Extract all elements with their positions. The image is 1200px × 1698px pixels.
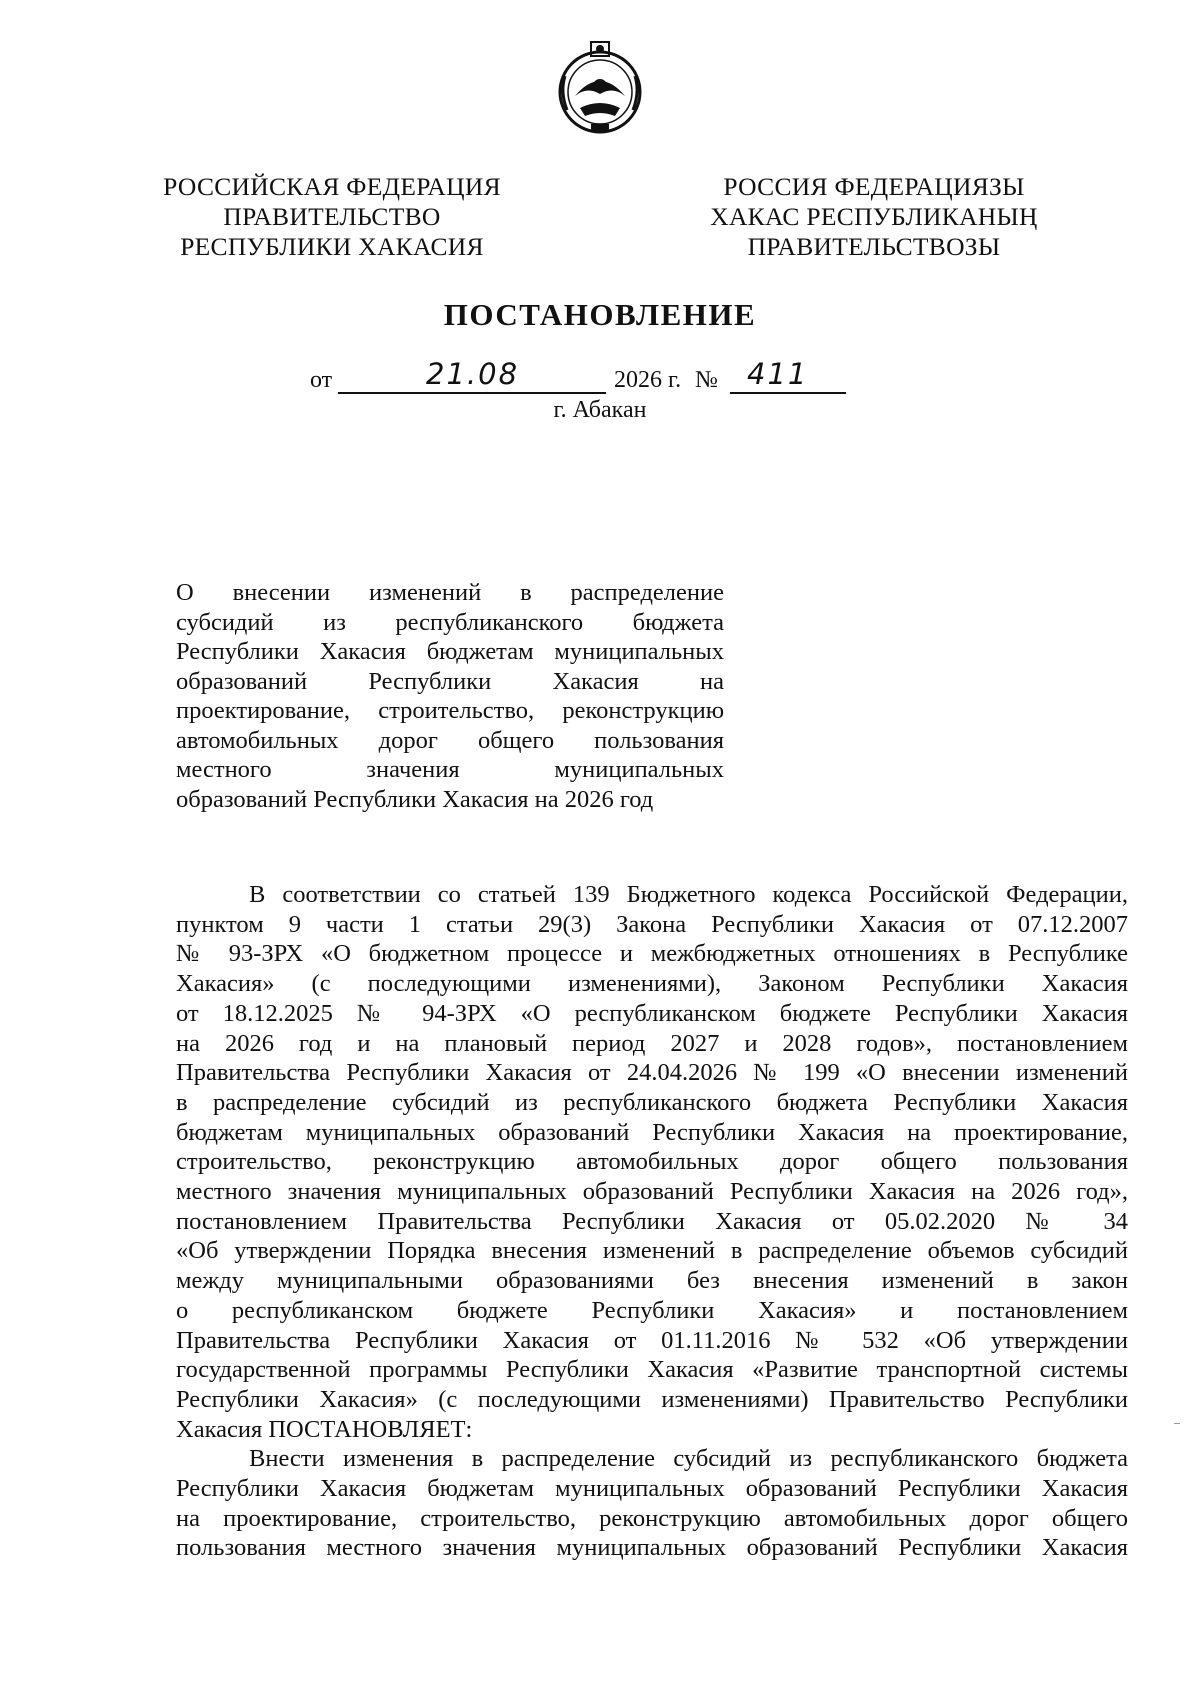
body-line: Правительства Республики Хакасия от 01.11.2016 № 532 «Об утверждении bbox=[176, 1326, 1128, 1354]
header-left-line-3: РЕСПУБЛИКИ ХАКАСИЯ bbox=[180, 232, 484, 261]
subject-line: субсидий из республиканского бюджета bbox=[176, 608, 724, 636]
body-line: о республиканском бюджете Республики Хакасия» и постановлением bbox=[176, 1296, 1128, 1324]
body-line: постановлением Правительства Республики Хакасия от 05.02.2020 № 34 bbox=[176, 1207, 1128, 1235]
body-line: Республики Хакасия» (с последующими изменениями) Правительство Республики bbox=[176, 1385, 1128, 1413]
city: г. Абакан bbox=[553, 397, 647, 423]
body-line: государственной программы Республики Хакасия «Развитие транспортной системы bbox=[176, 1356, 1128, 1384]
body-line: Республики Хакасия бюджетам муниципальных образований Республики Хакасия bbox=[176, 1475, 1128, 1503]
body-line: № 93-ЗРХ «О бюджетном процессе и межбюджетных отношениях в Республике bbox=[176, 940, 1128, 968]
from-label: от bbox=[310, 367, 333, 393]
subject-line: О внесении изменений в распределение bbox=[176, 579, 724, 606]
body-line: строительство, реконструкцию автомобильных дорог общего пользования bbox=[176, 1148, 1128, 1176]
body-line: пунктом 9 части 1 статьи 29(3) Закона Республики Хакасия от 07.12.2007 bbox=[176, 910, 1128, 938]
subject-block bbox=[176, 578, 724, 814]
header-right-line-3: ПРАВИТЕЛЬСТВОЗЫ bbox=[747, 232, 1001, 261]
header-khakas bbox=[693, 172, 1055, 262]
date-underline bbox=[338, 392, 606, 394]
date-value: 21.08 bbox=[426, 357, 520, 391]
number-underline bbox=[730, 392, 846, 394]
body-line: Хакасия» (с последующими изменениями), Законом Республики Хакасия bbox=[176, 970, 1128, 998]
subject-line: местного значения муниципальных bbox=[176, 756, 724, 783]
subject-line: образований Республики Хакасия на 2026 год bbox=[176, 785, 654, 813]
number-label: № bbox=[695, 367, 718, 393]
subject-line: автомобильных дорог общего пользования bbox=[176, 726, 724, 754]
body-line: от 18.12.2025 № 94-ЗРХ «О республиканском бюджете Республики Хакасия bbox=[176, 999, 1128, 1027]
body-line: бюджетам муниципальных образований Республики Хакасия на проектирование, bbox=[176, 1118, 1128, 1146]
subject-line: проектирование, строительство, реконструкцию bbox=[176, 697, 724, 724]
body-text bbox=[176, 880, 1128, 1563]
body-line: на 2026 год и на плановый период 2027 и 2028 годов», постановлением bbox=[176, 1029, 1128, 1057]
header-left-line-1: РОССИЙСКАЯ ФЕДЕРАЦИЯ bbox=[163, 172, 501, 201]
body-line: В соответствии со статьей 139 Бюджетного кодекса Российской Федерации, bbox=[249, 881, 1128, 908]
body-line: на проектирование, строительство, реконструкцию автомобильных дорог общего bbox=[176, 1504, 1128, 1532]
year-label: 2026 г. bbox=[614, 367, 682, 393]
body-line: Внести изменения в распределение субсидий из республиканского бюджета bbox=[249, 1445, 1128, 1473]
header-russian bbox=[160, 172, 504, 262]
scan-mark bbox=[1174, 1423, 1180, 1424]
body-line: «Об утверждении Порядка внесения изменений в распределение объемов субсидий bbox=[176, 1237, 1128, 1265]
header-right-line-2: ХАКАС РЕСПУБЛИКАНЫҢ bbox=[710, 202, 1038, 231]
body-line: местного значения муниципальных образований Республики Хакасия на 2026 год», bbox=[176, 1178, 1128, 1206]
coat-of-arms-emblem bbox=[545, 36, 655, 136]
subject-line: образований Республики Хакасия на bbox=[176, 667, 724, 695]
subject-line: Республики Хакасия бюджетам муниципальных bbox=[176, 638, 724, 665]
body-line: между муниципальными образованиями без внесения изменений в закон bbox=[176, 1267, 1128, 1295]
body-line: Хакасия ПОСТАНОВЛЯЕТ: bbox=[176, 1415, 473, 1443]
body-line: Правительства Республики Хакасия от 24.04.2026 № 199 «О внесении изменений bbox=[176, 1059, 1128, 1087]
document-title: ПОСТАНОВЛЕНИЕ bbox=[443, 297, 757, 332]
body-line: в распределение субсидий из республиканского бюджета Республики Хакасия bbox=[176, 1088, 1128, 1116]
header-right-line-1: РОССИЯ ФЕДЕРАЦИЯЗЫ bbox=[723, 172, 1025, 201]
header-left-line-2: ПРАВИТЕЛЬСТВО bbox=[223, 202, 441, 231]
body-line: пользования местного значения муниципальных образований Республики Хакасия bbox=[176, 1534, 1128, 1562]
number-value: 411 bbox=[747, 357, 809, 391]
